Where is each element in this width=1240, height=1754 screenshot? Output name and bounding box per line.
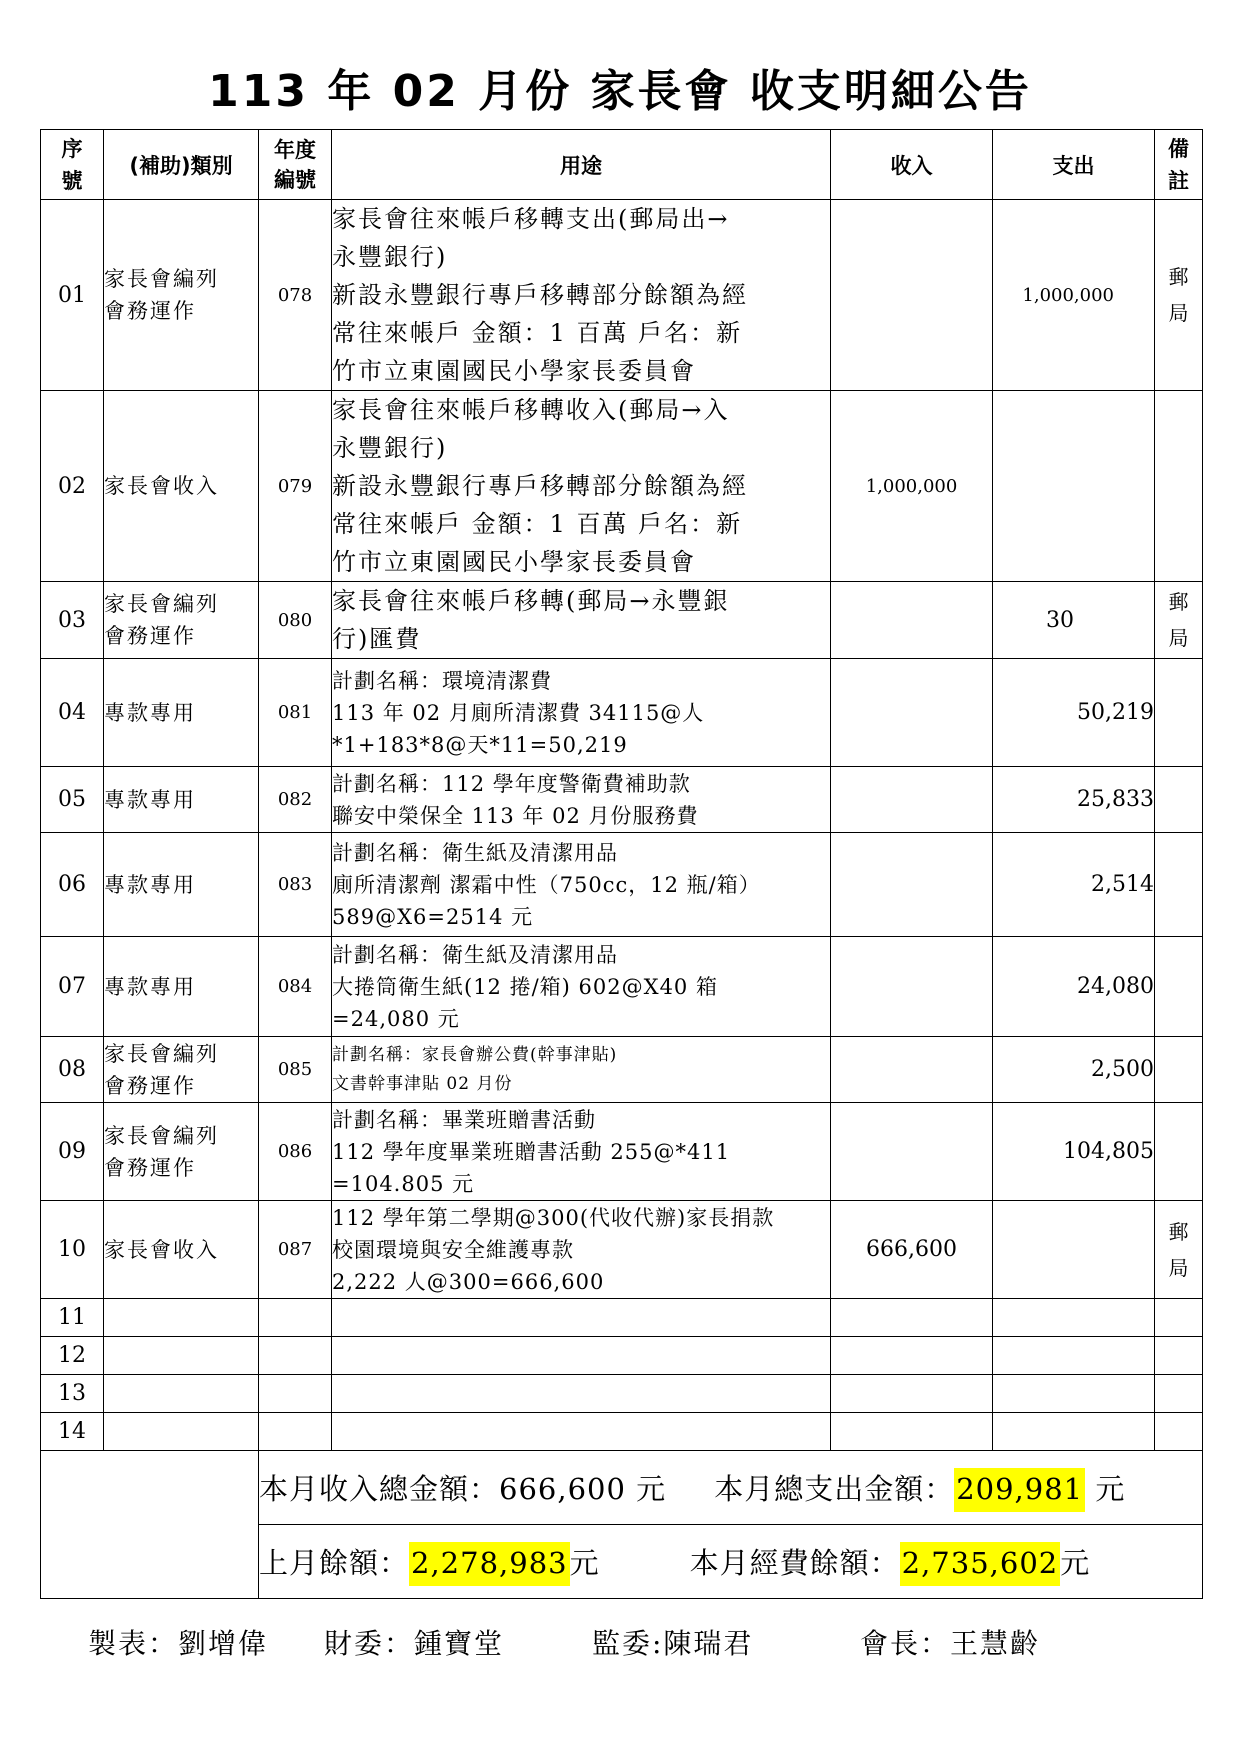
empty-cell [831,1413,993,1451]
row-seq: 13 [41,1375,104,1413]
header-code [259,130,332,200]
category-line: 專款專用 [104,974,196,999]
row-code: 085 [259,1037,332,1103]
summary-spacer [41,1525,259,1599]
empty-cell [104,1375,259,1413]
expense-total-unit: 元 [1095,1472,1126,1506]
row-expense: 30 [993,582,1155,659]
row-purpose [332,767,831,833]
note-line: 局 [1168,301,1189,325]
purpose-line: 竹市立東園國民小學家長委員會 [332,548,696,576]
empty-cell [332,1299,831,1337]
row-seq: 08 [41,1037,104,1103]
empty-cell [993,1375,1155,1413]
row-seq: 02 [41,391,104,582]
summary-spacer [41,1451,259,1525]
table-row [41,200,1203,391]
table-row [41,582,1203,659]
header-category: (補助)類別 [104,130,259,200]
row-category [104,937,259,1037]
table-row [41,659,1203,767]
table-row [41,1037,1203,1103]
row-purpose [332,937,831,1037]
empty-cell [831,1337,993,1375]
row-income [831,200,993,391]
note-line: 郵 [1168,1219,1189,1244]
empty-cell [259,1299,332,1337]
category-line: 會務運作 [104,1073,196,1098]
purpose-line: 行)匯費 [332,625,422,653]
purpose-line: 家長會往來帳戶移轉支出(郵局出→ [332,205,730,233]
purpose-line: 新設永豐銀行專戶移轉部分餘額為經 [332,472,748,500]
signature-footer [88,1622,1040,1662]
header-row [41,130,1203,200]
row-note [1155,833,1203,937]
category-line: 會務運作 [104,624,196,648]
last-balance-unit: 元 [569,1546,600,1580]
category-line: 家長會編列 [104,267,219,291]
last-balance-value: 2,278,983 [409,1542,570,1586]
row-income [831,767,993,833]
category-line: 家長會編列 [104,1041,219,1066]
row-income [831,833,993,937]
purpose-line: =24,080 元 [332,1006,460,1031]
row-seq: 04 [41,659,104,767]
empty-cell [259,1375,332,1413]
purpose-line: 大捲筒衛生紙(12 捲/箱) 602@X40 箱 [332,974,718,999]
row-seq: 09 [41,1103,104,1201]
empty-cell [259,1337,332,1375]
note-line: 局 [1168,1255,1189,1280]
purpose-line: 聯安中榮保全 113 年 02 月份服務費 [332,803,699,828]
row-expense [993,391,1155,582]
header-purpose: 用途 [332,130,831,200]
header-code-line1: 年度 [274,137,316,162]
page-title: 113 年 02 月份 家長會 收支明細公告 [208,66,1032,117]
row-category [104,659,259,767]
finance-committee: 財委：鍾寶堂 [324,1627,505,1660]
purpose-line: 計劃名稱：衛生紙及清潔用品 [332,840,618,865]
purpose-line: 2,222 人@300=666,600 [332,1269,605,1294]
row-income: 1,000,000 [831,391,993,582]
purpose-line: 常往來帳戶 金額：1 百萬 戶名：新 [332,510,743,538]
row-expense: 1,000,000 [993,200,1155,391]
expense-total-value: 209,981 [954,1468,1085,1512]
row-expense: 104,805 [993,1103,1155,1201]
purpose-line: 永豐銀行) [332,243,448,271]
supervisor: 監委:陳瑞君 [592,1627,754,1660]
row-category [104,833,259,937]
row-code: 086 [259,1103,332,1201]
purpose-line: *1+183*8@天*11=50,219 [332,732,628,757]
purpose-line: 計劃名稱：衛生紙及清潔用品 [332,942,618,967]
row-seq: 11 [41,1299,104,1337]
empty-cell [1155,1413,1203,1451]
empty-cell [1155,1375,1203,1413]
current-balance-label: 本月經費餘額： [689,1546,900,1580]
purpose-line: 家長會往來帳戶移轉(郵局→永豐銀 [332,587,730,615]
row-category [104,391,259,582]
note-line: 郵 [1168,590,1189,614]
row-note [1155,1201,1203,1299]
row-expense: 24,080 [993,937,1155,1037]
last-balance-label: 上月餘額： [259,1546,410,1580]
chairperson: 會長：王慧齡 [860,1627,1041,1660]
current-balance-value: 2,735,602 [900,1542,1061,1586]
row-category [104,1103,259,1201]
empty-cell [104,1413,259,1451]
note-line: 郵 [1168,265,1189,289]
category-line: 家長會編列 [104,1123,219,1148]
header-expense: 支出 [993,130,1155,200]
table-row [41,833,1203,937]
table-row-empty [41,1337,1203,1375]
purpose-line: 新設永豐銀行專戶移轉部分餘額為經 [332,281,748,309]
row-purpose [332,833,831,937]
prepared-by: 製表：劉增偉 [88,1627,269,1660]
purpose-line: 文書幹事津貼 02 月份 [332,1073,513,1094]
category-line: 家長會收入 [104,1237,219,1262]
category-line: 家長會編列 [104,592,219,616]
table-row [41,391,1203,582]
header-seq [41,130,104,200]
table-row [41,1103,1203,1201]
row-category [104,200,259,391]
row-purpose [332,1037,831,1103]
purpose-line: =104.805 元 [332,1171,475,1196]
header-note-line2: 註 [1168,168,1189,193]
row-seq: 07 [41,937,104,1037]
row-expense: 2,500 [993,1037,1155,1103]
purpose-line: 計劃名稱：112 學年度警衛費補助款 [332,771,691,796]
table-row-empty [41,1299,1203,1337]
empty-cell [332,1337,831,1375]
empty-cell [104,1337,259,1375]
header-note [1155,130,1203,200]
purpose-line: 計劃名稱：畢業班贈書活動 [332,1107,596,1132]
row-seq: 03 [41,582,104,659]
row-code: 083 [259,833,332,937]
row-income [831,582,993,659]
row-expense: 50,219 [993,659,1155,767]
empty-cell [1155,1299,1203,1337]
row-expense: 2,514 [993,833,1155,937]
empty-cell [332,1413,831,1451]
row-expense [993,1201,1155,1299]
empty-cell [332,1375,831,1413]
purpose-line: 廁所清潔劑 潔霜中性（750cc，12 瓶/箱） [332,872,761,897]
empty-cell [993,1299,1155,1337]
row-purpose [332,200,831,391]
summary-row-monthly [41,1451,1203,1525]
row-income [831,1103,993,1201]
purpose-line: 112 學年第二學期@300(代收代辦)家長捐款 [332,1205,775,1230]
purpose-line: 竹市立東園國民小學家長委員會 [332,357,696,385]
empty-cell [831,1299,993,1337]
row-category [104,582,259,659]
row-expense: 25,833 [993,767,1155,833]
category-line: 專款專用 [104,700,196,725]
header-code-line2: 編號 [274,167,316,192]
current-balance-unit: 元 [1060,1546,1091,1580]
purpose-line: 常往來帳戶 金額：1 百萬 戶名：新 [332,319,743,347]
purpose-line: 計劃名稱：家長會辦公費(幹事津貼) [332,1044,618,1065]
empty-cell [993,1413,1155,1451]
category-line: 家長會收入 [104,474,219,498]
category-line: 專款專用 [104,787,196,812]
row-seq: 01 [41,200,104,391]
row-note [1155,200,1203,391]
empty-cell [104,1299,259,1337]
row-category [104,767,259,833]
row-income [831,1037,993,1103]
row-code: 082 [259,767,332,833]
purpose-line: 計劃名稱：環境清潔費 [332,668,552,693]
income-total-unit: 元 [636,1472,667,1506]
purpose-line: 家長會往來帳戶移轉收入(郵局→入 [332,396,730,424]
row-seq: 14 [41,1413,104,1451]
row-purpose [332,659,831,767]
summary-row-balance [41,1525,1203,1599]
empty-cell [831,1375,993,1413]
row-note [1155,659,1203,767]
purpose-line: 112 學年度畢業班贈書活動 255@*411 [332,1139,731,1164]
summary-balances [259,1525,1203,1599]
header-seq-line2: 號 [61,168,83,193]
empty-cell [1155,1337,1203,1375]
row-seq: 05 [41,767,104,833]
row-income [831,659,993,767]
row-category [104,1201,259,1299]
table-row [41,1201,1203,1299]
table-row-empty [41,1413,1203,1451]
row-income: 666,600 [831,1201,993,1299]
row-income [831,937,993,1037]
row-note [1155,391,1203,582]
expense-total-label: 本月總支出金額： [714,1472,955,1506]
income-total-label: 本月收入總金額： [259,1472,500,1506]
row-seq: 10 [41,1201,104,1299]
ledger-table [40,129,1203,1599]
row-code: 081 [259,659,332,767]
row-code: 084 [259,937,332,1037]
row-note [1155,1037,1203,1103]
row-note [1155,767,1203,833]
row-purpose [332,582,831,659]
row-purpose [332,391,831,582]
row-note [1155,937,1203,1037]
row-purpose [332,1103,831,1201]
row-code: 080 [259,582,332,659]
table-row [41,937,1203,1037]
income-total-value: 666,600 [499,1472,626,1506]
category-line: 專款專用 [104,872,196,897]
note-line: 局 [1168,626,1189,650]
row-code: 079 [259,391,332,582]
purpose-line: 校園環境與安全維護專款 [332,1237,574,1262]
purpose-line: 113 年 02 月廁所清潔費 34115@人 [332,700,705,725]
row-code: 078 [259,200,332,391]
purpose-line: 永豐銀行) [332,434,448,462]
purpose-line: 589@X6=2514 元 [332,904,534,929]
table-row [41,767,1203,833]
row-seq: 12 [41,1337,104,1375]
row-code: 087 [259,1201,332,1299]
summary-monthly-totals [259,1451,1203,1525]
category-line: 會務運作 [104,299,196,323]
header-note-line1: 備 [1168,136,1189,161]
category-line: 會務運作 [104,1155,196,1180]
table-row-empty [41,1375,1203,1413]
header-seq-line1: 序 [61,136,83,161]
empty-cell [993,1337,1155,1375]
header-income: 收入 [831,130,993,200]
row-note [1155,1103,1203,1201]
row-purpose [332,1201,831,1299]
row-note [1155,582,1203,659]
row-category [104,1037,259,1103]
empty-cell [259,1413,332,1451]
row-seq: 06 [41,833,104,937]
